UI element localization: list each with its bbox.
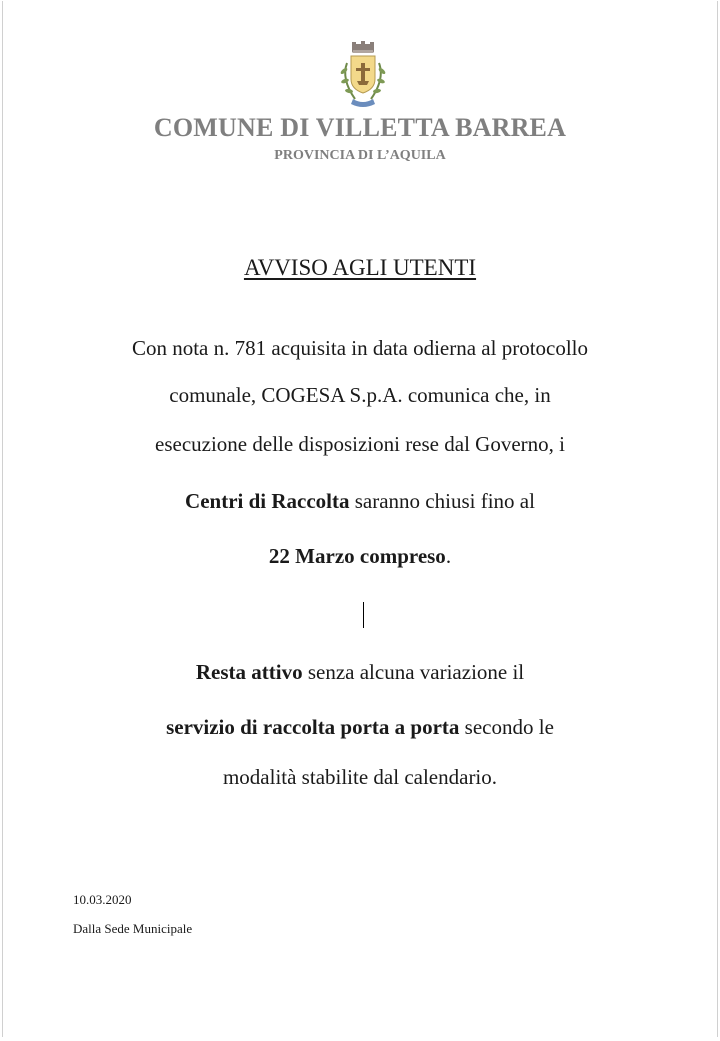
still-active-text: Resta attivo	[195, 660, 303, 684]
body-line-7	[3, 715, 717, 740]
notice-date: 10.03.2020	[73, 892, 132, 907]
body-line-8: modalità stabilite dal calendario.	[222, 765, 498, 789]
body-line-4	[3, 489, 717, 514]
municipality-name: COMUNE DI VILLETTA BARREA	[153, 113, 567, 142]
body-line-2: comunale, COGESA S.p.A. comunica che, in	[169, 383, 551, 407]
body-line-5-rest: .	[445, 544, 452, 568]
notice-place: Dalla Sede Municipale	[73, 921, 193, 936]
body-line-3: esecuzione delle disposizioni rese dal Governo, i	[155, 432, 565, 456]
body-line-7-rest: secondo le	[459, 715, 554, 739]
body-line-6-rest: senza alcuna variazione il	[302, 660, 525, 684]
province-name: PROVINCIA DI L’AQUILA	[274, 148, 446, 163]
body-line-1: Con nota n. 781 acquisita in data odierna al protocollo	[131, 336, 589, 360]
notice-title: AVVISO AGLI UTENTI	[243, 255, 477, 280]
closing-date-text: 22 Marzo compreso	[268, 544, 446, 568]
body-line-5	[3, 544, 717, 569]
document-page	[2, 1, 718, 1037]
coat-of-arms-icon	[329, 41, 397, 111]
body-line-6	[3, 660, 717, 685]
body-line-4-rest: saranno chiusi fino al	[349, 489, 535, 513]
collection-centers-text: Centri di Raccolta	[185, 489, 350, 513]
door-to-door-service-text: servizio di raccolta porta a porta	[166, 715, 460, 739]
text-cursor	[363, 602, 364, 628]
